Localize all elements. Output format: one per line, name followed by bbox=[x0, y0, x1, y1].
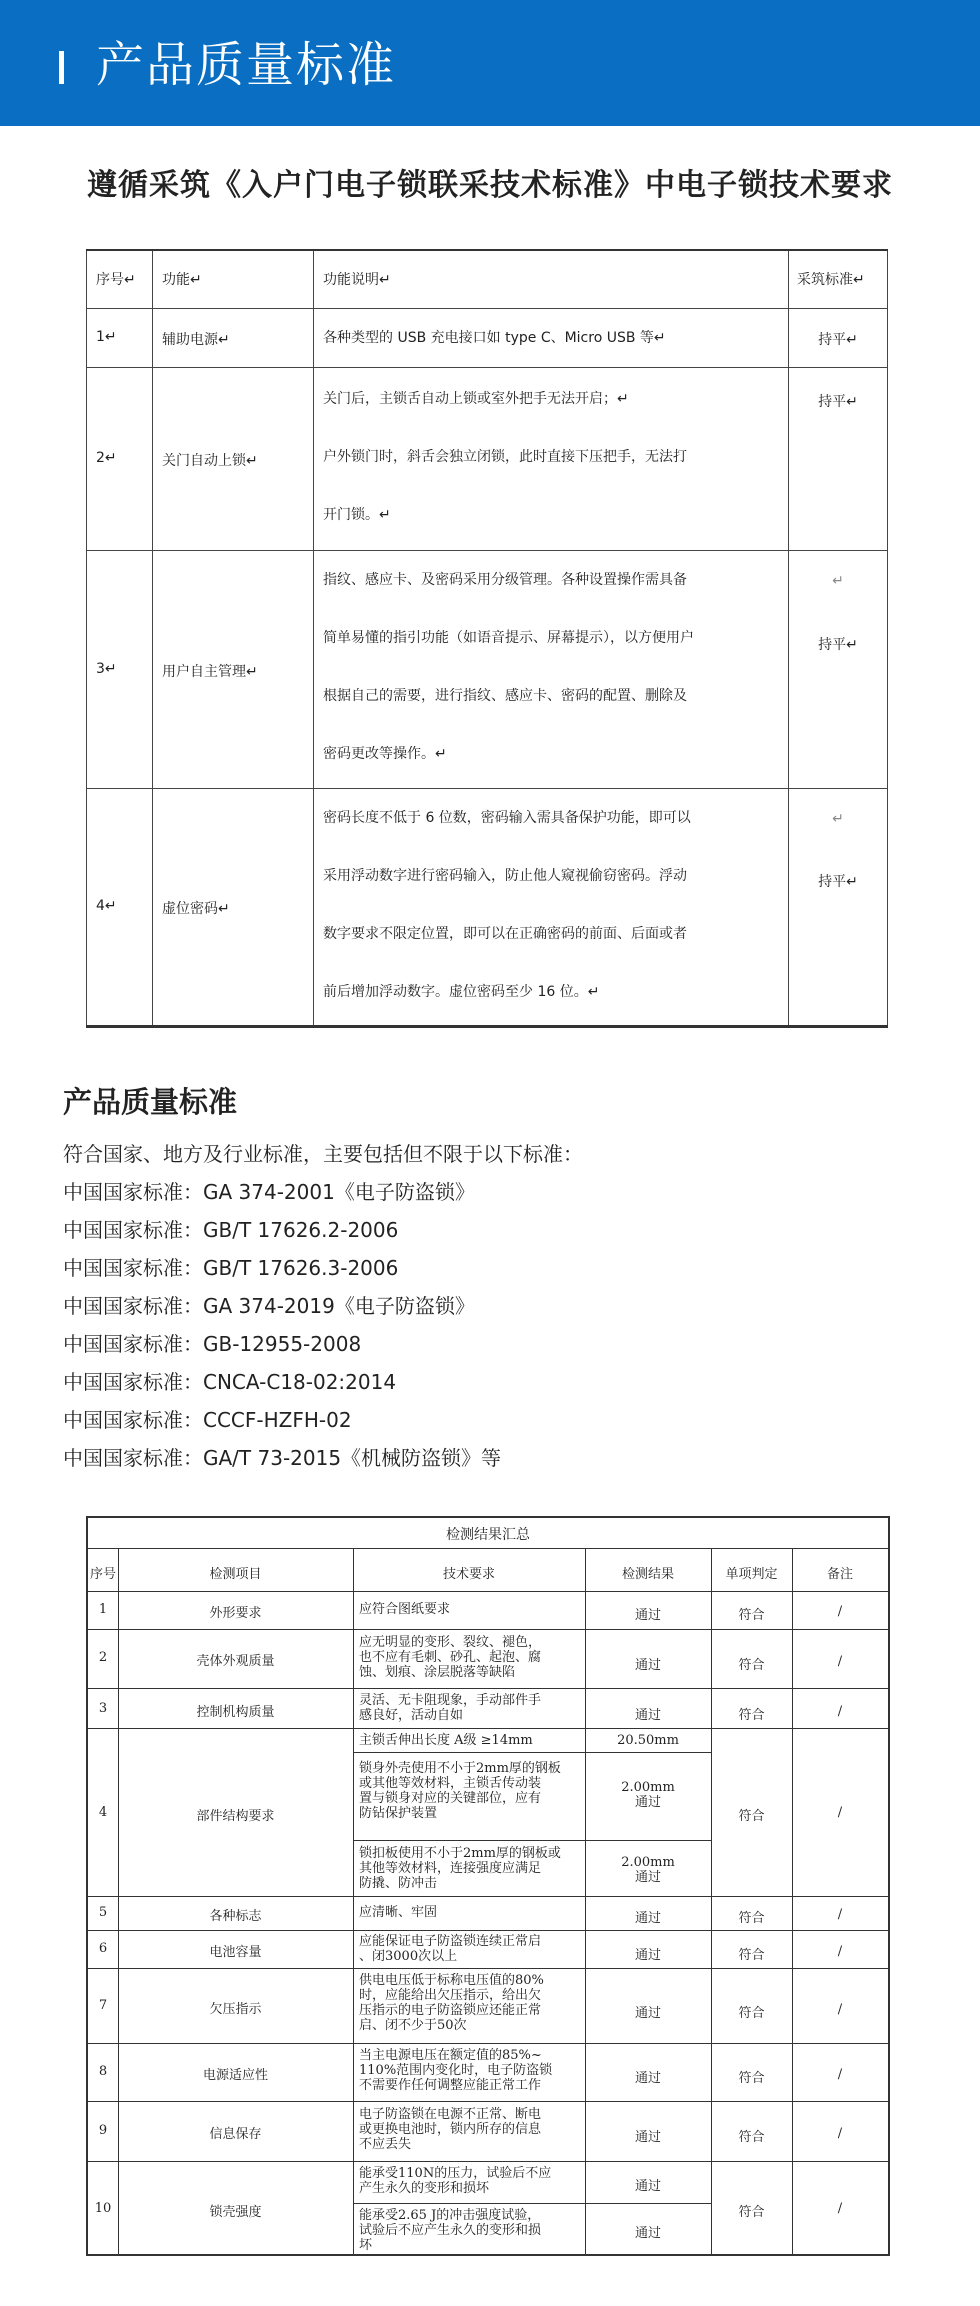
row1-num: 1↵ bbox=[96, 329, 117, 345]
report-row5-item: 各种标志 bbox=[209, 1909, 262, 1924]
row1-func: 辅助电源↵ bbox=[162, 332, 230, 348]
report-row3-note: / bbox=[837, 1704, 843, 1719]
report-rule bbox=[353, 2203, 711, 2204]
row4-mark: ↵ bbox=[832, 811, 844, 827]
report-header-tech: 技术要求 bbox=[442, 1567, 495, 1582]
report-row5-tech: 应清晰、牢固 bbox=[359, 1905, 438, 1920]
standards-intro: 符合国家、地方及行业标准，主要包括但不限于以下标准： bbox=[63, 1142, 583, 1166]
standard-item: 中国国家标准：GB/T 17626.3-2006 bbox=[63, 1256, 399, 1280]
report-row4-item: 部件结构要求 bbox=[196, 1809, 275, 1824]
report-header-item: 检测项目 bbox=[209, 1567, 262, 1582]
header-func: 功能↵ bbox=[162, 272, 202, 288]
page-subtitle: 遵循采筑《入户门电子锁联采技术标准》中电子锁技术要求 bbox=[87, 168, 893, 203]
report-rule bbox=[353, 1548, 354, 2254]
row4-desc: 密码长度不低于 6 位数，密码输入需具备保护功能，即可以 采用浮动数字进行密码输入，防止他人窥视偷窃密码。浮动 数字要求不限定位置，即可以在正确密码的前面、后面或者 前后增加浮动数字。虚位密码至少 16 位。↵ bbox=[323, 810, 691, 1000]
report-row7-num: 7 bbox=[98, 1998, 108, 2013]
row2-std: 持平↵ bbox=[818, 394, 858, 410]
row2-desc: 关门后，主锁舌自动上锁或室外把手无法开启；↵ 户外锁门时，斜舌会独立闭锁，此时直接下压把手，无法打 开门锁。↵ bbox=[323, 391, 687, 523]
report-row10-tech-b: 能承受2.65 J的冲击强度试验， 试验后不应产生永久的变形和损 坏 bbox=[359, 2208, 542, 2253]
report-row7-item: 欠压指示 bbox=[209, 2002, 262, 2017]
report-row7-note: / bbox=[837, 2002, 843, 2017]
row3-num: 3↵ bbox=[96, 661, 117, 677]
table-rule bbox=[86, 367, 888, 368]
report-rule bbox=[88, 2043, 888, 2044]
report-row3-judge: 符合 bbox=[738, 1708, 765, 1723]
banner-accent-bar bbox=[59, 51, 64, 84]
report-row5-num: 5 bbox=[98, 1905, 108, 1920]
report-row7-tech: 供电电压低于标称电压值的80% 时，应能给出欠压指示，给出欠 压指示的电子防盗锁应还能正常 启、闭不少于50次 bbox=[359, 1973, 544, 2033]
standard-item: 中国国家标准：GB-12955-2008 bbox=[63, 1332, 362, 1356]
report-rule bbox=[88, 1629, 888, 1630]
row1-desc: 各种类型的 USB 充电接口如 type C、Micro USB 等↵ bbox=[323, 330, 666, 346]
test-report-table bbox=[86, 1516, 890, 2256]
report-title: 检测结果汇总 bbox=[446, 1527, 530, 1543]
report-row6-item: 电池容量 bbox=[209, 1945, 262, 1960]
report-row10-judge: 符合 bbox=[738, 2205, 765, 2220]
report-row2-result: 通过 bbox=[634, 1658, 661, 1673]
report-row4-result-b: 2.00mm 通过 bbox=[621, 1780, 675, 1810]
report-row5-result: 通过 bbox=[634, 1911, 661, 1926]
header-std: 采筑标准↵ bbox=[797, 272, 865, 288]
report-row7-judge: 符合 bbox=[738, 2006, 765, 2021]
report-row6-result: 通过 bbox=[634, 1948, 661, 1963]
report-rule bbox=[88, 2161, 888, 2162]
row3-std: 持平↵ bbox=[818, 637, 858, 653]
report-rule bbox=[88, 1688, 888, 1689]
table-rule bbox=[313, 251, 314, 1025]
report-row3-result: 通过 bbox=[634, 1708, 661, 1723]
report-row3-num: 3 bbox=[98, 1701, 108, 1716]
report-row4-result-a: 20.50mm bbox=[617, 1733, 679, 1748]
row2-func: 关门自动上锁↵ bbox=[162, 453, 258, 469]
report-row9-result: 通过 bbox=[634, 2130, 661, 2145]
report-rule bbox=[88, 1930, 888, 1931]
report-rule bbox=[88, 1968, 888, 1969]
row2-num: 2↵ bbox=[96, 450, 117, 466]
row3-func: 用户自主管理↵ bbox=[162, 664, 258, 680]
report-rule bbox=[88, 1896, 888, 1897]
row4-std: 持平↵ bbox=[818, 874, 858, 890]
report-row10-item: 锁壳强度 bbox=[209, 2205, 262, 2220]
report-row8-item: 电源适应性 bbox=[202, 2068, 268, 2083]
report-row1-note: / bbox=[837, 1604, 843, 1619]
report-row4-num: 4 bbox=[98, 1805, 108, 1820]
standard-item: 中国国家标准：GA/T 73-2015《机械防盗锁》等 bbox=[63, 1446, 502, 1470]
standard-item: 中国国家标准：CNCA-C18-02:2014 bbox=[63, 1370, 397, 1394]
report-row10-tech-a: 能承受110N的压力，试验后不应 产生永久的变形和损坏 bbox=[359, 2166, 552, 2196]
report-row5-judge: 符合 bbox=[738, 1911, 765, 1926]
report-row1-tech: 应符合图纸要求 bbox=[359, 1602, 451, 1617]
report-row8-note: / bbox=[837, 2067, 843, 2082]
report-row6-tech: 应能保证电子防盗锁连续正常启 、闭3000次以上 bbox=[359, 1934, 542, 1964]
quality-standards-title: 产品质量标准 bbox=[63, 1085, 238, 1119]
report-row6-num: 6 bbox=[98, 1941, 108, 1956]
report-row4-tech-a: 主锁舌伸出长度 A级 ≥14mm bbox=[359, 1733, 533, 1748]
report-rule bbox=[353, 1840, 711, 1841]
report-row1-result: 通过 bbox=[634, 1608, 661, 1623]
report-row9-num: 9 bbox=[98, 2123, 108, 2138]
report-header-note: 备注 bbox=[826, 1567, 853, 1582]
report-row9-item: 信息保存 bbox=[209, 2127, 262, 2142]
report-row10-note: / bbox=[837, 2201, 843, 2216]
report-row7-result: 通过 bbox=[634, 2006, 661, 2021]
row4-func: 虚位密码↵ bbox=[162, 901, 230, 917]
banner-title: 产品质量标准 bbox=[96, 37, 397, 93]
report-row6-judge: 符合 bbox=[738, 1948, 765, 1963]
report-row6-note: / bbox=[837, 1944, 843, 1959]
row3-desc: 指纹、感应卡、及密码采用分级管理。各种设置操作需具备 简单易懂的指引功能（如语音提示、屏幕提示），以方便用户 根据自己的需要，进行指纹、感应卡、密码的配置、删除及 密码更改等操作。↵ bbox=[323, 572, 694, 762]
report-row1-num: 1 bbox=[98, 1602, 108, 1617]
report-row10-result-a: 通过 bbox=[634, 2179, 661, 2194]
report-rule bbox=[88, 2101, 888, 2102]
standard-item: 中国国家标准：CCCF-HZFH-02 bbox=[63, 1408, 352, 1432]
row3-mark: ↵ bbox=[832, 573, 844, 589]
row4-num: 4↵ bbox=[96, 898, 117, 914]
report-row8-result: 通过 bbox=[634, 2071, 661, 2086]
report-row9-judge: 符合 bbox=[738, 2130, 765, 2145]
report-header-num: 序号 bbox=[89, 1567, 116, 1582]
report-row2-num: 2 bbox=[98, 1650, 108, 1665]
report-row2-judge: 符合 bbox=[738, 1658, 765, 1673]
report-row8-num: 8 bbox=[98, 2064, 108, 2079]
report-row4-tech-b: 锁身外壳使用不小于2mm厚的钢板 或其他等效材料，主锁舌传动装 置与锁身对应的关键部位，应有 防钻保护装置 bbox=[359, 1761, 561, 1821]
report-row4-tech-c: 锁扣板使用不小于2mm厚的钢板或 其他等效材料，连接强度应满足 防撬、防冲击 bbox=[359, 1846, 561, 1891]
report-row3-item: 控制机构质量 bbox=[196, 1705, 275, 1720]
table-rule bbox=[152, 251, 153, 1025]
report-row4-note: / bbox=[837, 1805, 843, 1820]
report-row10-num: 10 bbox=[94, 2201, 112, 2216]
report-rule bbox=[88, 1548, 888, 1549]
standard-item: 中国国家标准：GA 374-2001《电子防盗锁》 bbox=[63, 1180, 475, 1204]
report-row2-note: / bbox=[837, 1654, 843, 1669]
report-row2-item: 壳体外观质量 bbox=[196, 1654, 275, 1669]
report-row8-tech: 当主电源电压在额定值的85%~ 110%范围内变化时，电子防盗锁 不需要作任何调整应能正常工作 bbox=[359, 2048, 553, 2093]
header-desc: 功能说明↵ bbox=[323, 272, 391, 288]
report-row8-judge: 符合 bbox=[738, 2071, 765, 2086]
tech-requirements-table bbox=[86, 249, 888, 1028]
standard-item: 中国国家标准：GB/T 17626.2-2006 bbox=[63, 1218, 399, 1242]
report-row3-tech: 灵活、无卡阻现象，手动部件手 感良好，活动自如 bbox=[359, 1693, 542, 1723]
report-row9-tech: 电子防盗锁在电源不正常、断电 或更换电池时，锁内所存的信息 不应丢失 bbox=[359, 2107, 542, 2152]
standard-item: 中国国家标准：GA 374-2019《电子防盗锁》 bbox=[63, 1294, 475, 1318]
table-rule bbox=[86, 251, 87, 1025]
report-row4-result-c: 2.00mm 通过 bbox=[621, 1855, 675, 1885]
report-row10-result-b: 通过 bbox=[634, 2226, 661, 2241]
report-row1-item: 外形要求 bbox=[209, 1606, 262, 1621]
row1-std: 持平↵ bbox=[818, 332, 858, 348]
report-row5-note: / bbox=[837, 1907, 843, 1922]
header-num: 序号↵ bbox=[96, 272, 136, 288]
report-header-judge: 单项判定 bbox=[725, 1567, 778, 1582]
report-row2-tech: 应无明显的变形、裂纹、褪色， 也不应有毛刺、砂孔、起泡、腐 蚀、划痕、涂层脱落等缺陷 bbox=[359, 1635, 542, 1680]
report-header-result: 检测结果 bbox=[621, 1567, 674, 1582]
report-row9-note: / bbox=[837, 2126, 843, 2141]
report-row4-judge: 符合 bbox=[738, 1809, 765, 1824]
report-rule bbox=[353, 1752, 711, 1753]
report-rule bbox=[88, 1728, 888, 1729]
report-rule bbox=[88, 1591, 888, 1592]
report-row1-judge: 符合 bbox=[738, 1608, 765, 1623]
header-banner bbox=[0, 0, 980, 126]
